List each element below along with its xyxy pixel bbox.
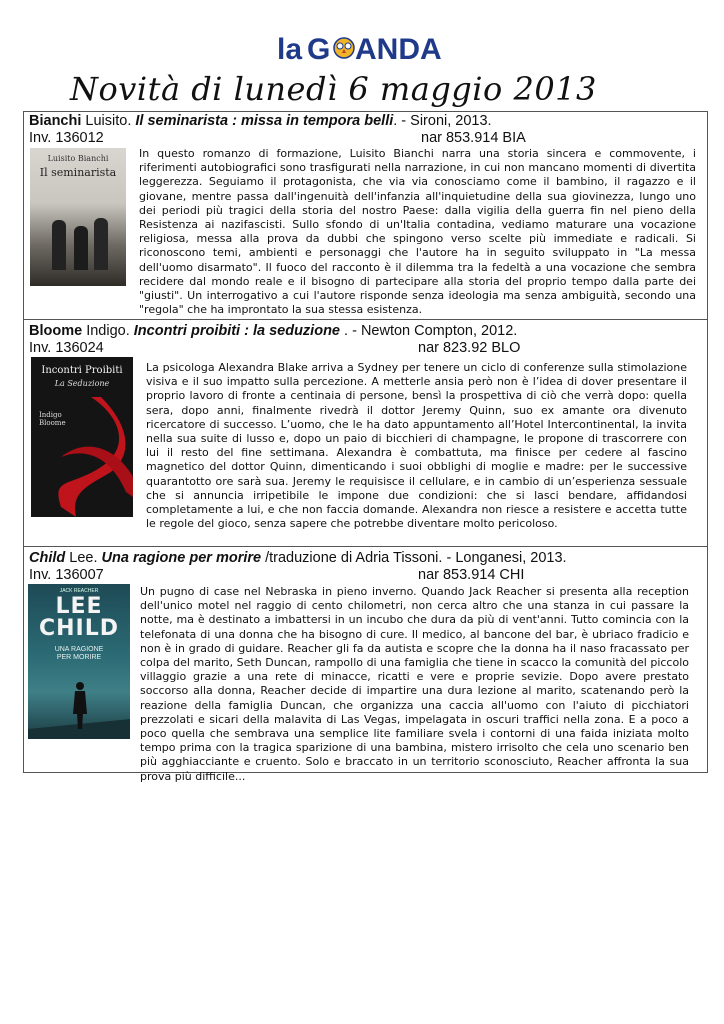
- cover-top-text: JACK REACHER: [59, 588, 99, 594]
- cover-author: Indigo Bloome: [39, 411, 66, 427]
- cover-author-last: CHILD: [38, 616, 120, 641]
- publisher-logo: [277, 27, 442, 67]
- book-title: Incontri proibiti : la seduzione: [133, 323, 340, 339]
- cover-title: Il seminarista: [39, 166, 117, 179]
- book-title: Il seminarista : missa in tempora belli: [135, 113, 394, 129]
- inventory-number: Inv. 136012: [29, 130, 104, 146]
- cover-title: Incontri Proibiti: [41, 365, 123, 376]
- book-cover-image: [30, 148, 126, 286]
- author-surname: Child: [29, 550, 66, 566]
- inventory-number: Inv. 136007: [29, 567, 104, 583]
- inventory-number: Inv. 136024: [29, 340, 104, 356]
- book-publisher: . - Newton Compton, 2012.: [340, 323, 518, 339]
- logo-owl-icon: [334, 38, 354, 58]
- red-ribbon-icon: [31, 397, 133, 517]
- book-heading: [29, 323, 517, 340]
- book-description: In questo romanzo di formazione, Luisito Bianchi narra una storia sincera e commovente, i riferimenti autobiografici sono trasfigurati nella narrazione, in cui non mancano momenti di divertita leggerezza. Seguiamo il protagonista, che via via conosciamo come il bambino, il ragazzo e il giovane, mentre passa dall'ingenuità dell'infanzia all'inquietudine della sua giovinezza, lungo uno dei periodi più tragici della storia del nostro Paese: dalla vigilia della guerra fin nel pieno della Resistenza ai nazifascisti. Sullo sfondo di un'Italia contadina, vediamo maturare una vocazione religiosa, messa alla prova da dubbi che spingono verso scelte più immediate e radicali. Si riconoscono temi, ambienti e personaggi che l'autore ha in seguito sviluppato in "La messa dell'uomo disarmato". Il fuoco del racconto è il dilemma tra la fedeltà a una vocazione che sembra recidere dal mondo reale e il bisogno di partecipare alla storia del proprio tempo dalla parte dei "giusti". Un interrogativo a cui l'autore risponde senza ideologia ma senza ambiguità, secondo una "regola" che ha improntato la sua stessa esistenza.: [139, 147, 696, 317]
- book-title: Una ragione per morire: [101, 550, 262, 566]
- walking-man-icon: [28, 664, 130, 739]
- author-name: Lee.: [65, 550, 102, 566]
- cover-author: Luisito Bianchi: [47, 154, 109, 163]
- logo-g: G: [307, 33, 331, 66]
- shelf-mark: nar 853.914 CHI: [418, 567, 525, 583]
- cover-title: UNA RAGIONE PER MORIRE: [54, 646, 104, 661]
- book-publisher: /traduzione di Adria Tissoni. - Longanesi, 2013.: [261, 550, 567, 566]
- book-entry: [24, 112, 707, 320]
- book-entry: [24, 320, 707, 547]
- book-cover-image: [28, 584, 130, 739]
- shelf-mark: nar 853.914 BIA: [421, 130, 526, 146]
- cover-author-first: LEE: [55, 594, 103, 619]
- books-list: [23, 111, 708, 783]
- author-name: Indigo.: [82, 323, 134, 339]
- book-description: Un pugno di case nel Nebraska in pieno inverno. Quando Jack Reacher si presenta alla reception dell'unico motel nel raggio di cento chilometri, non cerca altro che una stanza in cui passare la notte, ma è destinato a imbattersi in un incubo che dura da più di vent'anni. Tutto comincia con la telefonata di una donna che ha bisogno di cure. Il medico, al bancone del bar, è ubriaco fradicio e non è in grado di guidare. Reacher gli fa da autista e scopre che la donna ha il naso fracassato per colpa del marito, Seth Duncan, rampollo di una famiglia che tiene in scacco la comunità del piccolo villaggio grazie a una rete di minacce, ricatti e vere e proprie sevizie. Dopo avere prestato soccorso alla donna, Reacher decide di impartire una dura lezione al marito, scatenando però la reazione della famiglia Duncan, che organizza una caccia all'uomo con l'aiuto di picchiatori prezzolati e sicari della malavita di Las Vegas, impelagata in oscuri traffici nella zona. E a poco a poco quella che sembrava una semplice lite familiare svela i contorni di una faida iniziata molto tempo prima con la tragica sparizione di una bambina, mistero irrisolto che cela uno scenario ben più agghiacciante e cruento. Solo e braccato in un territorio sconosciuto, Reacher affronta la sua prova più difficile...: [140, 585, 689, 783]
- logo-la: la: [277, 33, 303, 66]
- logo-anda: ANDA: [355, 33, 442, 66]
- book-entry: [24, 547, 707, 783]
- author-name: Luisito.: [81, 113, 136, 129]
- cover-subtitle: La Seduzione: [54, 379, 110, 388]
- author-surname: Bianchi: [29, 113, 82, 129]
- author-surname: Bloome: [29, 323, 83, 339]
- book-cover-image: [31, 357, 133, 517]
- book-heading: [29, 550, 567, 567]
- book-heading: [29, 113, 492, 130]
- shelf-mark: nar 823.92 BLO: [418, 340, 521, 356]
- book-publisher: . - Sironi, 2013.: [393, 113, 492, 129]
- guanda-logo-icon: [277, 27, 442, 67]
- page-title: Novità di lunedì 6 maggio 2013: [70, 70, 597, 108]
- book-description: La psicologa Alexandra Blake arriva a Sydney per tenere un ciclo di conferenze sulla stimolazione visiva e il suo impatto sulla percezione. A metterle ansia però non è l’idea di dover presentare il proprio lavoro di fronte a centinaia di persone, bensì la prospettiva di ciò che verrà dopo: quella sera, dopo anni, finalmente rivedrà il dottor Jeremy Quinn, suo ex amante ora divenuto ricercatore di successo. L’uomo, che le ha dato appuntamento all’Hotel Intercontinental, la invita nella sua suite di lusso e, dopo un paio di bicchieri di champagne, le propone di trascorrere con lui il resto del fine settimana. Alexandra è combattuta, ma finisce per cedere al fascino magnetico del dottor Quinn, dimenticando i suoi obblighi di moglie e madre: per le successive quarantotto ore sarà sua. Jeremy le requisisce il cellulare, e in cambio di un’esperienza sessuale che si annuncia irripetibile le impone due condizioni: che si lasci bendare, affidandosi completamente a lui, e che non faccia domande. Alexandra non riesce a resistere e accetta tutte le regole del gioco, senza sapere che potrebbe diventare molto pericoloso.: [146, 361, 687, 531]
